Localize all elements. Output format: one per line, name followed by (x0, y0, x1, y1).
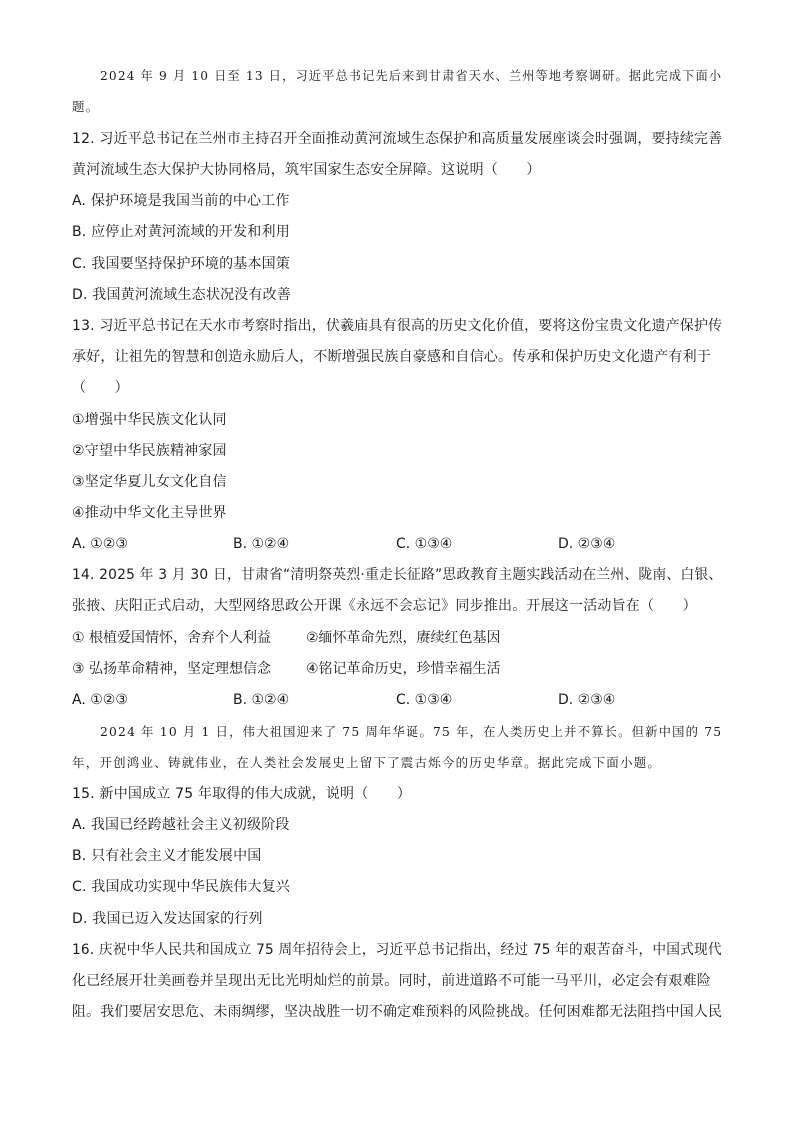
intro-paragraph-1-line-2: 题。 (72, 99, 100, 114)
question-13-statement-3: ③坚定华夏儿女文化自信 (72, 474, 227, 490)
question-14-option-d: D. ②③④ (558, 692, 616, 708)
question-12-option-a: A. 保护环境是我国当前的中心工作 (72, 193, 290, 209)
question-13-stem-line-2: 承好，让祖先的智慧和创造永励后人，不断增强民族自豪感和自信心。传承和保护历史文化遗产有利于 (72, 349, 711, 365)
question-13-statement-1: ①增强中华民族文化认同 (72, 412, 227, 428)
question-15-option-c: C. 我国成功实现中华民族伟大复兴 (72, 879, 291, 895)
question-14-statement-1: ① 根植爱国情怀，舍弃个人利益 (72, 630, 272, 646)
question-16-stem-line-2: 化已经展开壮美画卷并呈现出无比光明灿烂的前景。同时，前进道路不可能一马平川，必定会有艰难险 (72, 973, 711, 989)
question-13-stem-line-3: （ ） (72, 380, 129, 396)
question-12-option-b: B. 应停止对黄河流域的开发和利用 (72, 224, 290, 240)
question-12-option-c: C. 我国要坚持保护环境的基本国策 (72, 256, 291, 272)
question-13-option-b: B. ①②④ (233, 536, 290, 552)
question-14-stem-line-1: 14. 2025 年 3 月 30 日，甘肃省“清明祭英烈·重走长征路”思政教育主题实践活动在兰州、陇南、白银、 (72, 567, 723, 583)
question-14-statement-4: ④铭记革命历史，珍惜幸福生活 (306, 661, 501, 677)
question-15-option-b: B. 只有社会主义才能发展中国 (72, 848, 262, 864)
question-13-statement-4: ④推动中华文化主导世界 (72, 505, 227, 521)
question-13-option-c: C. ①③④ (396, 536, 453, 552)
question-16-stem-line-1: 16. 庆祝中华人民共和国成立 75 周年招待会上，习近平总书记指出，经过 75 年的艰苦奋斗，中国式现代 (72, 942, 722, 958)
question-12-stem-line-1: 12. 习近平总书记在兰州市主持召开全面推动黄河流域生态保护和高质量发展座谈会时强调，要持续完善 (72, 131, 723, 147)
question-15-option-d: D. 我国已迈入发达国家的行列 (72, 911, 263, 927)
question-13-statement-2: ②守望中华民族精神家园 (72, 443, 227, 459)
question-14-option-a: A. ①②③ (72, 692, 128, 708)
question-13-option-a: A. ①②③ (72, 536, 128, 552)
question-14-option-c: C. ①③④ (396, 692, 453, 708)
question-13-stem-line-1: 13. 习近平总书记在天水市考察时指出，伏羲庙具有很高的历史文化价值，要将这份宝贵文化遗产保护传 (72, 318, 723, 334)
question-15-option-a: A. 我国已经跨越社会主义初级阶段 (72, 817, 290, 833)
intro-paragraph-2-line-2: 年，开创鸿业、铸就伟业，在人类社会发展史上留下了震古烁今的历史华章。据此完成下面小题。 (72, 755, 662, 770)
question-14-stem-line-2: 张掖、庆阳正式启动，大型网络思政公开课《永远不会忘记》同步推出。开展这一活动旨在（ ） (72, 598, 697, 614)
question-14-option-b: B. ①②④ (233, 692, 290, 708)
question-14-statement-3: ③ 弘扬革命精神，坚定理想信念 (72, 661, 272, 677)
question-16-stem-line-3: 阻。我们要居安思危、未雨绸缪，坚决战胜一切不确定难预料的风险挑战。任何困难都无法阻挡中国人民 (72, 1004, 723, 1020)
question-13-option-d: D. ②③④ (558, 536, 616, 552)
intro-paragraph-1-line-1: 2024 年 9 月 10 日至 13 日，习近平总书记先后来到甘肃省天水、兰州等地考察调研。据此完成下面小 (100, 68, 723, 83)
question-15-stem: 15. 新中国成立 75 年取得的伟大成就，说明（ ） (72, 786, 412, 802)
question-14-statement-2: ②缅怀革命先烈，赓续红色基因 (306, 630, 501, 646)
question-12-stem-line-2: 黄河流域生态大保护大协同格局，筑牢国家生态安全屏障。这说明（ ） (72, 162, 541, 178)
intro-paragraph-2-line-1: 2024 年 10 月 1 日，伟大祖国迎来了 75 周年华诞。75 年，在人类历史上并不算长。但新中国的 75 (100, 724, 723, 739)
question-12-option-d: D. 我国黄河流域生态状况没有改善 (72, 287, 292, 303)
